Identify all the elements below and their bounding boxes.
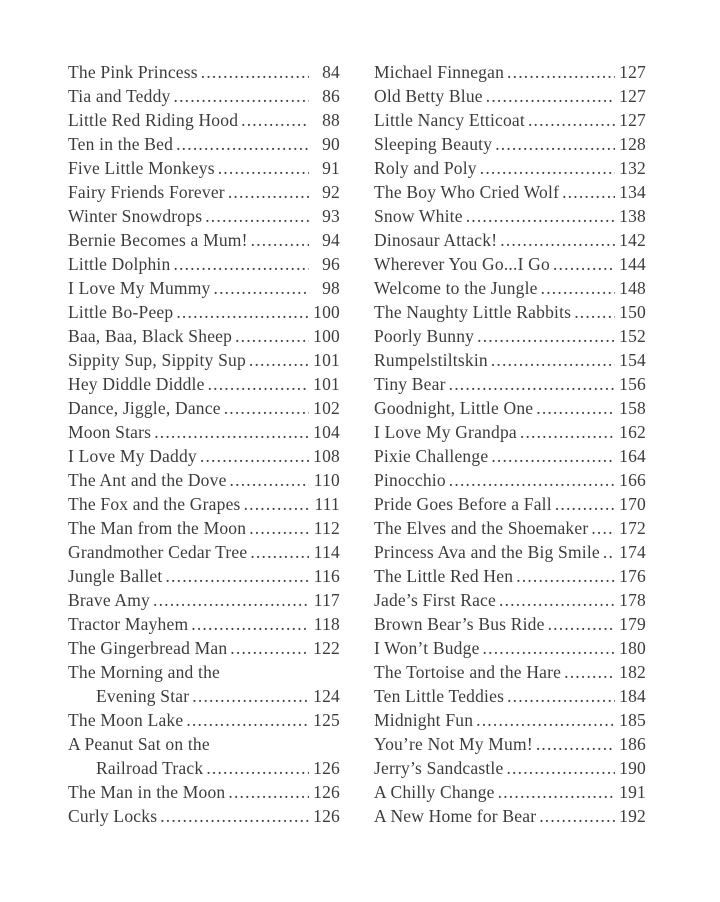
toc-entry-title: Wherever You Go...I Go [374, 254, 550, 274]
toc-entry-title: Tia and Teddy [68, 86, 171, 106]
toc-leader-dots [186, 708, 309, 732]
toc-leader-dots [466, 204, 615, 228]
toc-entry-title: Little Dolphin [68, 254, 171, 274]
toc-entry-title: I Won’t Budge [374, 638, 480, 658]
toc-entry-page-number: 125 [313, 710, 340, 730]
toc-entry [374, 276, 646, 300]
toc-entry-title: Little Bo-Peep [68, 302, 174, 322]
toc-leader-dots [536, 732, 615, 756]
toc-entry-page-number: 191 [619, 782, 646, 802]
toc-entry-page-number: 100 [313, 302, 340, 322]
toc-entry [68, 420, 340, 444]
toc-entry-page-number: 117 [313, 590, 340, 610]
toc-entry-page-number: 102 [313, 398, 340, 418]
toc-entry-page-number: 154 [619, 350, 646, 370]
toc-entry-page-number: 101 [313, 350, 340, 370]
toc-entry-title: Baa, Baa, Black Sheep [68, 326, 233, 346]
toc-entry [374, 564, 646, 588]
toc-leader-dots [200, 444, 309, 468]
toc-entry-page-number: 152 [619, 326, 646, 346]
toc-entry [68, 660, 340, 684]
toc-entry [68, 324, 340, 348]
toc-entry-page-number: 118 [313, 614, 340, 634]
toc-leader-dots [160, 804, 309, 828]
toc-entry-page-number: 156 [619, 374, 646, 394]
toc-entry-page-number: 150 [619, 302, 646, 322]
toc-entry-page-number: 176 [619, 566, 646, 586]
toc-entry [374, 84, 646, 108]
toc-entry-title-line2: Railroad Track [96, 758, 204, 778]
toc-entry [68, 204, 340, 228]
toc-entry-page-number: 158 [619, 398, 646, 418]
toc-entry-title: Dinosaur Attack! [374, 230, 498, 250]
toc-leader-dots [230, 468, 309, 492]
toc-entry [68, 636, 340, 660]
toc-leader-dots [536, 396, 615, 420]
toc-entry [68, 468, 340, 492]
toc-leader-dots [491, 348, 615, 372]
toc-entry-page-number: 190 [619, 758, 646, 778]
toc-leader-dots [495, 132, 615, 156]
toc-entry-title: Tiny Bear [374, 374, 446, 394]
toc-entry-title: The Man from the Moon [68, 518, 247, 538]
toc-entry-page-number: 178 [619, 590, 646, 610]
toc-leader-dots [541, 276, 615, 300]
toc-entry [68, 348, 340, 372]
toc-entry-title: Winter Snowdrops [68, 206, 203, 226]
toc-entry-page-number: 184 [619, 686, 646, 706]
toc-entry-page-number: 172 [619, 518, 646, 538]
toc-entry-title: Ten Little Teddies [374, 686, 505, 706]
toc-leader-dots [191, 612, 309, 636]
toc-entry [374, 756, 646, 780]
toc-leader-dots [241, 108, 309, 132]
toc-entry-page-number: 128 [619, 134, 646, 154]
toc-leader-dots [173, 252, 309, 276]
toc-entry [374, 228, 646, 252]
toc-entry-page-number: 164 [619, 446, 646, 466]
toc-leader-dots [516, 564, 615, 588]
toc-entry [68, 372, 340, 396]
toc-entry [68, 492, 340, 516]
toc-entry-title: The Gingerbread Man [68, 638, 228, 658]
toc-entry-title: A New Home for Bear [374, 806, 537, 826]
toc-entry-page-number: 116 [313, 566, 340, 586]
toc-entry [374, 492, 646, 516]
toc-leader-dots [249, 348, 309, 372]
toc-leader-dots [218, 156, 309, 180]
toc-entry [374, 612, 646, 636]
toc-entry-page-number: 148 [619, 278, 646, 298]
toc-entry [68, 612, 340, 636]
toc-entry-title: Sleeping Beauty [374, 134, 493, 154]
toc-entry-page-number: 93 [322, 206, 340, 226]
toc-entry-page-number: 126 [313, 782, 340, 802]
toc-entry [68, 132, 340, 156]
toc-entry-title: Ten in the Bed [68, 134, 174, 154]
toc-entry-title: Welcome to the Jungle [374, 278, 538, 298]
toc-entry-title: The Tortoise and the Hare [374, 662, 562, 682]
toc-entry-title: I Love My Grandpa [374, 422, 517, 442]
toc-leader-dots [174, 84, 310, 108]
toc-leader-dots [564, 660, 615, 684]
toc-entry [374, 708, 646, 732]
toc-entry [68, 732, 340, 756]
toc-leader-dots [206, 756, 309, 780]
toc-entry-title: I Love My Daddy [68, 446, 197, 466]
toc-leader-dots [208, 372, 309, 396]
toc-leader-dots [507, 684, 615, 708]
toc-leader-dots [539, 804, 615, 828]
toc-entry-page-number: 142 [619, 230, 646, 250]
toc-entry-page-number: 110 [313, 470, 340, 490]
toc-column-right [374, 60, 646, 902]
toc-entry [374, 300, 646, 324]
toc-entry-title: Jerry’s Sandcastle [374, 758, 504, 778]
toc-entry [374, 444, 646, 468]
toc-entry-title-line2: Evening Star [96, 686, 190, 706]
toc-entry-page-number: 126 [313, 758, 340, 778]
toc-entry-title: Jungle Ballet [68, 566, 163, 586]
toc-entry [374, 324, 646, 348]
toc-entry-title: Sippity Sup, Sippity Sup [68, 350, 246, 370]
toc-entry-title: Moon Stars [68, 422, 152, 442]
toc-entry-title: Grandmother Cedar Tree [68, 542, 248, 562]
toc-leader-dots [205, 204, 309, 228]
toc-entry-title: The Moon Lake [68, 710, 184, 730]
toc-entry-title: I Love My Mummy [68, 278, 211, 298]
toc-entry-page-number: 132 [619, 158, 646, 178]
toc-leader-dots [244, 492, 309, 516]
toc-entry-title: A Chilly Change [374, 782, 495, 802]
toc-leader-dots [480, 156, 615, 180]
toc-entry [374, 588, 646, 612]
toc-entry-page-number: 192 [619, 806, 646, 826]
toc-leader-dots [165, 564, 309, 588]
toc-entry-page-number: 114 [313, 542, 340, 562]
toc-leader-dots [176, 300, 309, 324]
toc-entry [374, 684, 646, 708]
toc-entry-title: The Little Red Hen [374, 566, 514, 586]
toc-entry-page-number: 182 [619, 662, 646, 682]
toc-entry-title: Goodnight, Little One [374, 398, 534, 418]
toc-entry-title: Little Red Riding Hood [68, 110, 239, 130]
toc-entry-title: A Peanut Sat on the [68, 734, 210, 754]
toc-entry-title: Old Betty Blue [374, 86, 483, 106]
toc-entry [68, 156, 340, 180]
toc-entry-title: Midnight Fun [374, 710, 474, 730]
toc-entry-page-number: 170 [619, 494, 646, 514]
toc-leader-dots [250, 540, 309, 564]
toc-entry [374, 372, 646, 396]
toc-leader-dots [491, 444, 615, 468]
toc-entry-title: Little Nancy Etticoat [374, 110, 525, 130]
toc-entry-title: Hey Diddle Diddle [68, 374, 205, 394]
toc-entry-continuation [68, 756, 340, 780]
toc-entry [374, 348, 646, 372]
toc-leader-dots [498, 780, 615, 804]
toc-entry-page-number: 101 [313, 374, 340, 394]
toc-entry-title: The Ant and the Dove [68, 470, 227, 490]
toc-entry-page-number: 138 [619, 206, 646, 226]
toc-leader-dots [249, 516, 309, 540]
toc-entry-title: The Fox and the Grapes [68, 494, 241, 514]
toc-entry-title: Rumpelstiltskin [374, 350, 488, 370]
toc-entry [68, 252, 340, 276]
toc-entry-page-number: 127 [619, 62, 646, 82]
toc-entry-title: Brave Amy [68, 590, 150, 610]
toc-entry [68, 708, 340, 732]
toc-entry [374, 732, 646, 756]
toc-entry-title: Pinocchio [374, 470, 446, 490]
toc-entry-page-number: 112 [313, 518, 340, 538]
toc-entry-page-number: 144 [619, 254, 646, 274]
toc-entry-title: Curly Locks [68, 806, 158, 826]
toc-leader-dots [192, 684, 309, 708]
toc-entry-title: The Pink Princess [68, 62, 198, 82]
toc-entry [68, 444, 340, 468]
toc-entry [68, 396, 340, 420]
toc-entry [68, 516, 340, 540]
toc-column-left [68, 60, 340, 902]
toc-entry [374, 180, 646, 204]
toc-leader-dots [603, 540, 615, 564]
toc-entry [68, 300, 340, 324]
toc-leader-dots [228, 180, 309, 204]
toc-entry [68, 564, 340, 588]
toc-entry-page-number: 179 [619, 614, 646, 634]
toc-entry-page-number: 174 [619, 542, 646, 562]
toc-entry [374, 468, 646, 492]
toc-leader-dots [520, 420, 615, 444]
toc-entry-page-number: 96 [322, 254, 340, 274]
toc-entry-page-number: 134 [619, 182, 646, 202]
toc-entry-title: Tractor Mayhem [68, 614, 189, 634]
toc-entry [374, 804, 646, 828]
toc-leader-dots [214, 276, 309, 300]
toc-entry-title: Pride Goes Before a Fall [374, 494, 552, 514]
toc-entry-page-number: 108 [313, 446, 340, 466]
toc-entry-title: Jade’s First Race [374, 590, 496, 610]
toc-entry-title: Bernie Becomes a Mum! [68, 230, 248, 250]
toc-leader-dots [555, 492, 615, 516]
toc-entry [374, 636, 646, 660]
toc-entry-page-number: 86 [322, 86, 340, 106]
toc-leader-dots [548, 612, 615, 636]
toc-leader-dots [528, 108, 615, 132]
toc-entry-title: Snow White [374, 206, 463, 226]
toc-leader-dots [251, 228, 309, 252]
toc-entry-title: The Morning and the [68, 662, 221, 682]
toc-entry-page-number: 166 [619, 470, 646, 490]
toc-entry-page-number: 91 [322, 158, 340, 178]
toc-entry [374, 396, 646, 420]
toc-entry-title: The Man in the Moon [68, 782, 226, 802]
toc-entry [374, 252, 646, 276]
toc-entry-page-number: 90 [322, 134, 340, 154]
toc-entry-page-number: 127 [619, 86, 646, 106]
toc-leader-dots [154, 420, 309, 444]
toc-entry-title: Poorly Bunny [374, 326, 475, 346]
toc-leader-dots [449, 372, 615, 396]
toc-entry-title: Pixie Challenge [374, 446, 489, 466]
toc-leader-dots [230, 636, 309, 660]
toc-entry [374, 420, 646, 444]
toc-leader-dots [499, 588, 615, 612]
toc-leader-dots [506, 756, 615, 780]
toc-leader-dots [201, 60, 309, 84]
toc-entry-page-number: 104 [313, 422, 340, 442]
toc-entry [68, 84, 340, 108]
toc-leader-dots [591, 516, 615, 540]
toc-entry-page-number: 94 [322, 230, 340, 250]
toc-entry-title: The Naughty Little Rabbits [374, 302, 572, 322]
toc-entry-page-number: 98 [322, 278, 340, 298]
toc-entry-title: Michael Finnegan [374, 62, 505, 82]
toc-entry [374, 540, 646, 564]
toc-leader-dots [228, 780, 309, 804]
toc-entry [374, 780, 646, 804]
toc-entry-page-number: 126 [313, 806, 340, 826]
toc-entry-title: You’re Not My Mum! [374, 734, 533, 754]
toc-leader-dots [235, 324, 309, 348]
toc-entry [374, 516, 646, 540]
toc-entry-title: Five Little Monkeys [68, 158, 215, 178]
toc-entry-continuation [68, 684, 340, 708]
toc-entry [68, 588, 340, 612]
toc-leader-dots [476, 708, 615, 732]
toc-entry [68, 540, 340, 564]
toc-entry [374, 60, 646, 84]
toc-leader-dots [486, 84, 615, 108]
toc-entry-page-number: 180 [619, 638, 646, 658]
toc-entry-title: Brown Bear’s Bus Ride [374, 614, 545, 634]
toc-entry [68, 108, 340, 132]
toc-entry-page-number: 185 [619, 710, 646, 730]
toc-leader-dots [553, 252, 615, 276]
toc-leader-dots [562, 180, 615, 204]
toc-entry-title: The Boy Who Cried Wolf [374, 182, 560, 202]
toc-entry-page-number: 162 [619, 422, 646, 442]
toc-entry-page-number: 127 [619, 110, 646, 130]
toc-entry-page-number: 100 [313, 326, 340, 346]
toc-leader-dots [176, 132, 309, 156]
toc-entry [68, 228, 340, 252]
toc-leader-dots [449, 468, 615, 492]
toc-entry [374, 204, 646, 228]
toc-entry-page-number: 122 [313, 638, 340, 658]
toc-entry-title: Fairy Friends Forever [68, 182, 225, 202]
toc-entry-page-number: 186 [619, 734, 646, 754]
toc-entry [374, 132, 646, 156]
toc-entry-page-number: 88 [322, 110, 340, 130]
toc-entry-page-number: 84 [322, 62, 340, 82]
toc-entry-title: Princess Ava and the Big Smile [374, 542, 600, 562]
toc-entry-page-number: 124 [313, 686, 340, 706]
toc-entry [68, 804, 340, 828]
toc-entry-title: The Elves and the Shoemaker [374, 518, 589, 538]
toc-entry [374, 660, 646, 684]
toc-leader-dots [507, 60, 615, 84]
toc-entry [68, 180, 340, 204]
toc-leader-dots [153, 588, 309, 612]
toc-entry [68, 60, 340, 84]
toc-entry [68, 780, 340, 804]
toc-entry-title: Roly and Poly [374, 158, 477, 178]
toc-leader-dots [574, 300, 615, 324]
toc-leader-dots [477, 324, 615, 348]
toc-entry [374, 156, 646, 180]
toc-leader-dots [224, 396, 309, 420]
toc-entry [68, 276, 340, 300]
toc-entry-title: Dance, Jiggle, Dance [68, 398, 221, 418]
toc-entry [374, 108, 646, 132]
toc-entry-page-number: 92 [322, 182, 340, 202]
toc-leader-dots [500, 228, 615, 252]
toc-leader-dots [483, 636, 615, 660]
toc-entry-page-number: 111 [314, 494, 340, 514]
